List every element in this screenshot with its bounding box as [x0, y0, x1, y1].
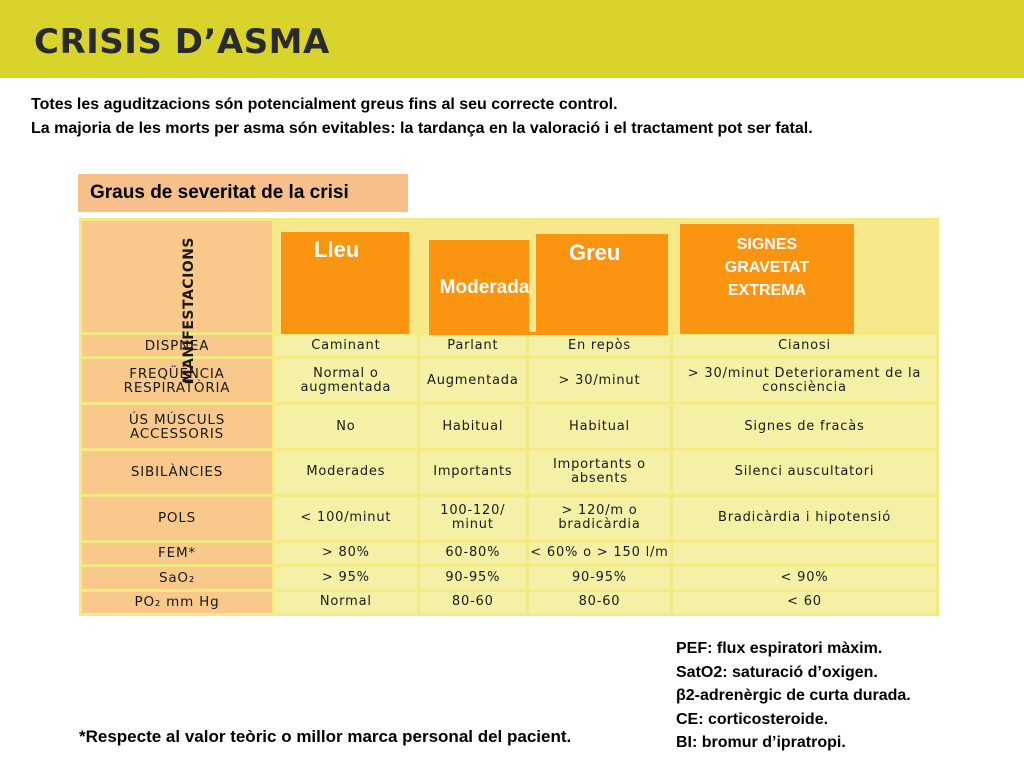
footnote: *Respecte al valor teòric o millor marca personal del pacient.	[79, 727, 572, 746]
severity-table	[79, 218, 939, 616]
table-cell: > 80%	[275, 543, 417, 564]
severity-label-moderada: Moderada	[439, 277, 530, 298]
row-label: SaO₂	[82, 567, 272, 588]
table-cell: < 90%	[673, 567, 936, 588]
table-cell: < 60% o > 150 l/m	[529, 543, 670, 564]
table-cell: > 120/m o bradicàrdia	[529, 497, 670, 540]
abbreviation-legend	[676, 637, 1006, 755]
table-cell: Parlant	[420, 335, 526, 356]
table-row	[82, 497, 936, 540]
severity-label-greu: Greu	[568, 240, 621, 265]
intro-text	[31, 93, 981, 141]
intro-line-2: La majoria de les morts per asma són evitables: la tardança en la valoració i el tractament pot ser fatal.	[31, 120, 813, 137]
table-cell: > 30/minut Deteriorament de la consciència	[673, 359, 936, 402]
table-cell: Importants	[420, 451, 526, 494]
table-cell: No	[275, 405, 417, 448]
header-row	[82, 221, 936, 332]
table-cell: > 30/minut	[529, 359, 670, 402]
row-label: PO₂ mm Hg	[82, 592, 272, 613]
table-cell: > 95%	[275, 567, 417, 588]
table-cell: Bradicàrdia i hipotensió	[673, 497, 936, 540]
legend-item: PEF: flux espiratori màxim.	[676, 640, 883, 657]
legend-item: CE: corticosteroide.	[676, 710, 829, 728]
legend-item: β2-adrenèrgic de curta durada.	[676, 687, 911, 704]
section-label: Graus de severitat de la crisi	[78, 174, 408, 212]
table-cell: Moderades	[275, 451, 417, 494]
table-cell: 80-60	[420, 592, 526, 613]
table-cell: Caminant	[275, 335, 417, 356]
table-row	[82, 335, 936, 356]
table-row	[82, 405, 936, 448]
header-cell-moderada	[420, 221, 530, 332]
severity-label-extrema: SIGNES GRAVETAT EXTREMA	[724, 236, 810, 299]
severity-box-greu	[536, 234, 668, 335]
table-cell: Habitual	[420, 405, 526, 448]
table-cell: Signes de fracàs	[673, 405, 936, 448]
table-cell: 90-95%	[420, 567, 526, 588]
table-row	[82, 359, 936, 402]
table-cell: Cianosi	[673, 335, 936, 356]
header-cell-lleu	[275, 221, 417, 332]
legend-item: BI: bromur d’ipratropi.	[676, 734, 846, 751]
table-cell: Silenci auscultatori	[673, 451, 936, 494]
table-row	[82, 451, 936, 494]
row-label: POLS	[82, 497, 272, 540]
row-label: ÚS MÚSCULS ACCESSORIS	[82, 405, 272, 448]
header-bar	[0, 0, 1024, 78]
row-label: FREQÜÈNCIA RESPIRATÒRIA	[82, 359, 272, 402]
header-cell-extrema	[673, 221, 936, 332]
legend-item: SatO2: saturació d’oxigen.	[676, 663, 878, 681]
table-row	[82, 567, 936, 588]
table-cell: En repòs	[529, 335, 670, 356]
table-cell: Habitual	[529, 405, 670, 448]
table-row	[82, 543, 936, 564]
intro-line-1: Totes les aguditzacions són potencialment greus fins al seu correcte control.	[31, 96, 618, 113]
table-cell: 90-95%	[529, 567, 670, 588]
manifestacions-label: MANIFESTACIONS	[181, 237, 197, 384]
severity-box-extrema	[680, 224, 854, 334]
table-cell: 80-60	[529, 592, 670, 613]
table-cell	[673, 543, 936, 564]
page-title: CRISIS D’ASMA	[34, 22, 330, 62]
table-cell: Normal o augmentada	[275, 359, 417, 402]
table-cell: 100-120/ minut	[420, 497, 526, 540]
severity-label-lleu: Lleu	[314, 237, 360, 262]
table-cell: Augmentada	[420, 359, 526, 402]
table-row	[82, 592, 936, 613]
table-cell: Importants o absents	[529, 451, 670, 494]
row-label: SIBILÀNCIES	[82, 451, 272, 494]
table-cell: < 100/minut	[275, 497, 417, 540]
row-label: FEM*	[82, 543, 272, 564]
severity-box-lleu	[281, 232, 409, 334]
table-cell: Normal	[275, 592, 417, 613]
table-cell: < 60	[673, 592, 936, 613]
header-cell-greu	[529, 221, 670, 332]
table-cell: 60-80%	[420, 543, 526, 564]
row-label: DISPNEA	[82, 335, 272, 356]
